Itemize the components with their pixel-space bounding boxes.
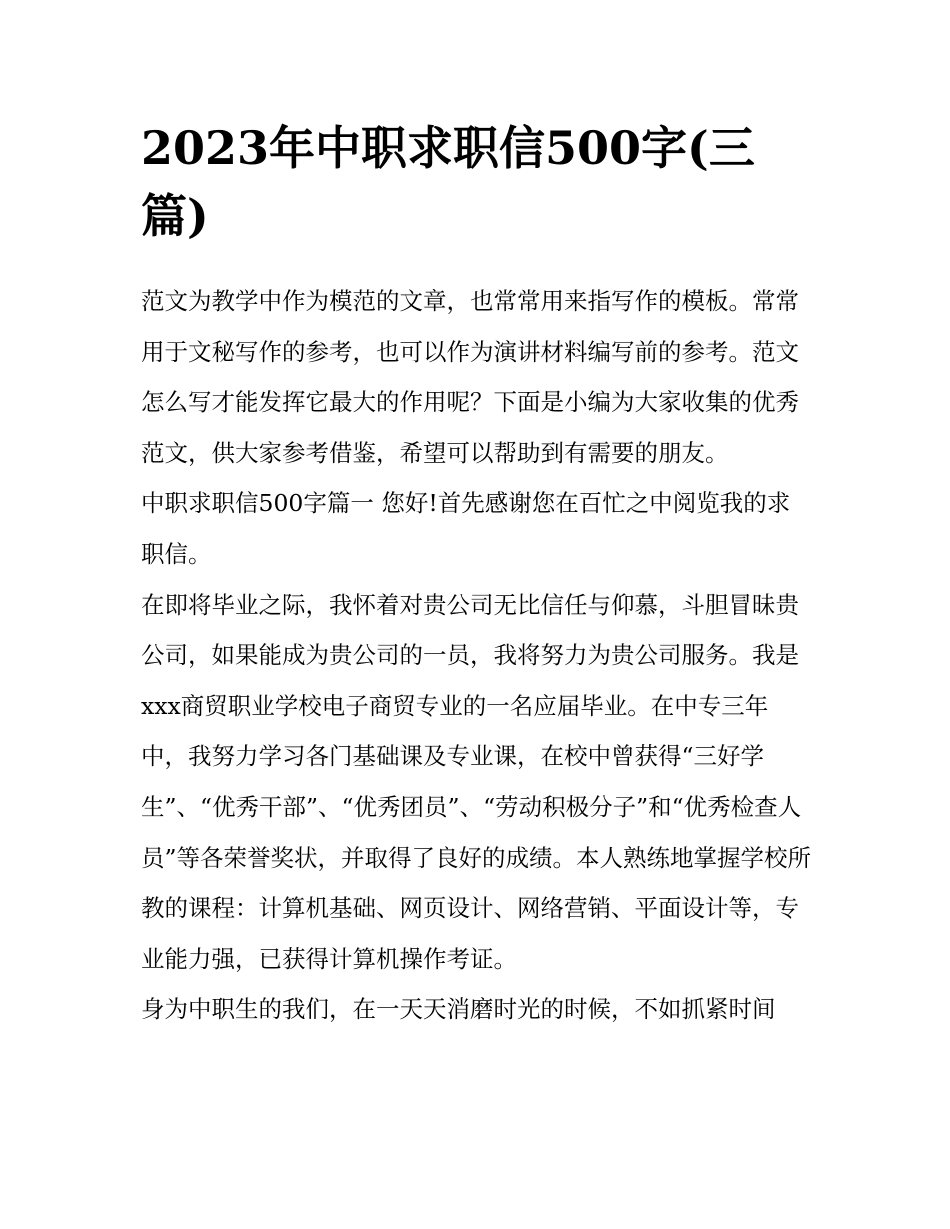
document-title: 2023年中职求职信500字(三篇) bbox=[141, 121, 755, 243]
document-body bbox=[141, 276, 813, 1035]
paragraph-background: 在即将毕业之际，我怀着对贵公司无比信任与仰慕，斗胆冒昧贵公司，如果能成为贵公司的一员，我将努力为贵公司服务。我是xxx商贸职业学校电子商贸专业的一名应届毕业。在中专三年中，我努力学习各门基础课及专业课，在校中曾获得“三好学生”、“优秀干部”、“优秀团员”、“劳动积极分子”和“优秀检查人员”等各荣誉奖状，并取得了良好的成绩。本人熟练地掌握学校所教的课程：计算机基础、网页设计、网络营销、平面设计等，专业能力强，已获得计算机操作考证。 bbox=[141, 590, 812, 973]
paragraph-continuation: 身为中职生的我们，在一天天消磨时光的时候，不如抓紧时间 bbox=[141, 995, 776, 1024]
paragraph-greeting: 中职求职信500字篇一 您好!首先感谢您在百忙之中阅览我的求职信。 bbox=[141, 489, 791, 568]
paragraph-intro: 范文为教学中作为模范的文章，也常常用来指写作的模板。常常用于文秘写作的参考，也可以作为演讲材料编写前的参考。范文怎么写才能发挥它最大的作用呢？下面是小编为大家收集的优秀范文，供大家参考借鉴，希望可以帮助到有需要的朋友。 bbox=[141, 287, 799, 467]
